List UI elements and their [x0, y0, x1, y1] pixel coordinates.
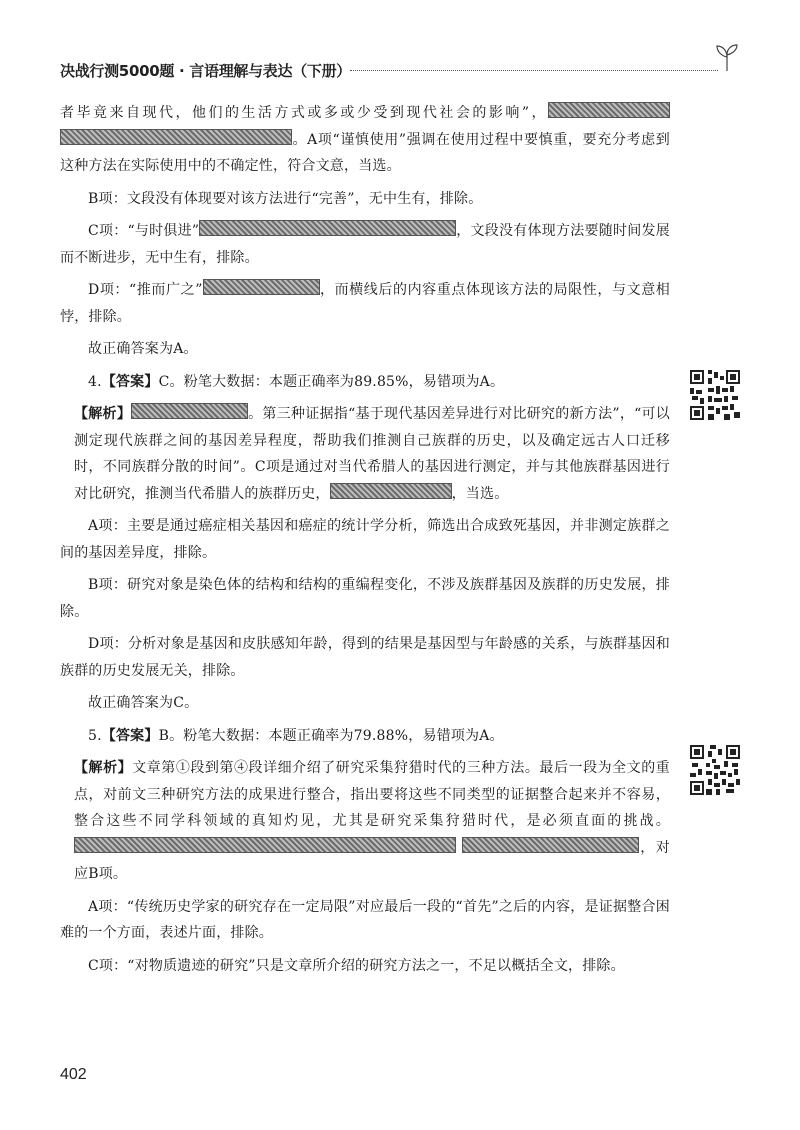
sprout-icon	[714, 42, 740, 72]
redacted-text	[548, 102, 670, 118]
paragraph: A项：主要是通过癌症相关基因和癌症的统计学分析，筛选出合成致死基因，并非测定族群之间的基因差异度，排除。	[60, 518, 670, 561]
paragraph: A项：“传统历史学家的研究存在一定局限”对应最后一段的“首先”之后的内容，是证据整合困难的一个方面，表述片面，排除。	[60, 898, 670, 941]
redacted-text	[199, 220, 456, 236]
header-dotted-line	[350, 70, 718, 71]
redacted-text	[330, 483, 452, 499]
paragraph: B项：研究对象是染色体的结构和结构的重编程变化，不涉及族群基因及族群的历史发展，排除。	[60, 577, 670, 620]
paragraph: 【解析】 。第三种证据指“基于现代基因差异进行对比研究的新方法”，“可以测定现代族群之间的基因差异程度，帮助我们推测自己族群的历史，以及确定远古人口迁移时，不同族群分散的时间”。C项是通过对当代希腊人的基因进行测定，并与其他族群基因进行对比研究，推测当代希腊人的族群历史， ，当选。	[60, 401, 670, 507]
qr-code-icon[interactable]	[690, 745, 740, 795]
redacted-text	[203, 279, 320, 295]
paragraph: 【解析】文章第①段到第④段详细介绍了研究采集狩猎时代的三种方法。最后一段为全文的重点，对前文三种研究方法的成果进行整合，指出要将这些不同类型的证据整合起来并不容易，整合这些不同学科领域的真知灼见，尤其是研究采集狩猎时代，是必须直面的挑战。 ，对应B项。	[74, 760, 670, 882]
paragraph: 故正确答案为A。	[88, 341, 198, 357]
paragraph: 者毕竟来自现代，他们的生活方式或多或少受到现代社会的影响”， 。A项“谨慎使用”强调在使用过程中要慎重，要充分考虑到这种方法在实际使用中的不确定性，符合文意，当选。	[60, 100, 670, 180]
paragraph: 5.【答案】B。粉笔大数据：本题正确率为79.88%，易错项为A。	[88, 727, 504, 744]
paragraph: D项：“推而广之” ，而横线后的内容重点体现该方法的局限性，与文意相悖，排除。	[60, 277, 670, 330]
running-header	[60, 60, 740, 84]
paragraph: 4.【答案】C。粉笔大数据：本题正确率为89.85%，易错项为A。	[88, 373, 505, 390]
answer-explanations	[60, 100, 670, 985]
paragraph: D项：分析对象是基因和皮肤感知年龄，得到的结果是基因型与年龄感的关系，与族群基因和族群的历史发展无关，排除。	[60, 636, 670, 679]
paragraph: C项：“对物质遗迹的研究”只是文章所介绍的研究方法之一，不足以概括全文，排除。	[88, 957, 625, 974]
redacted-text	[74, 837, 456, 853]
redacted-text	[131, 403, 248, 419]
paragraph: C项：“与时俱进” ，文段没有体现方法要随时间发展而不断进步，无中生有，排除。	[60, 218, 670, 271]
redacted-text	[60, 129, 292, 145]
paragraph: B项：文段没有体现要对该方法进行“完善”，无中生有，排除。	[88, 190, 483, 207]
paragraph: 故正确答案为C。	[88, 695, 199, 711]
redacted-text	[462, 837, 639, 853]
page-number: 402	[60, 1066, 87, 1083]
book-title: 决战行测5000题 · 言语理解与表达（下册）	[60, 62, 351, 80]
qr-code-icon[interactable]	[690, 370, 740, 420]
